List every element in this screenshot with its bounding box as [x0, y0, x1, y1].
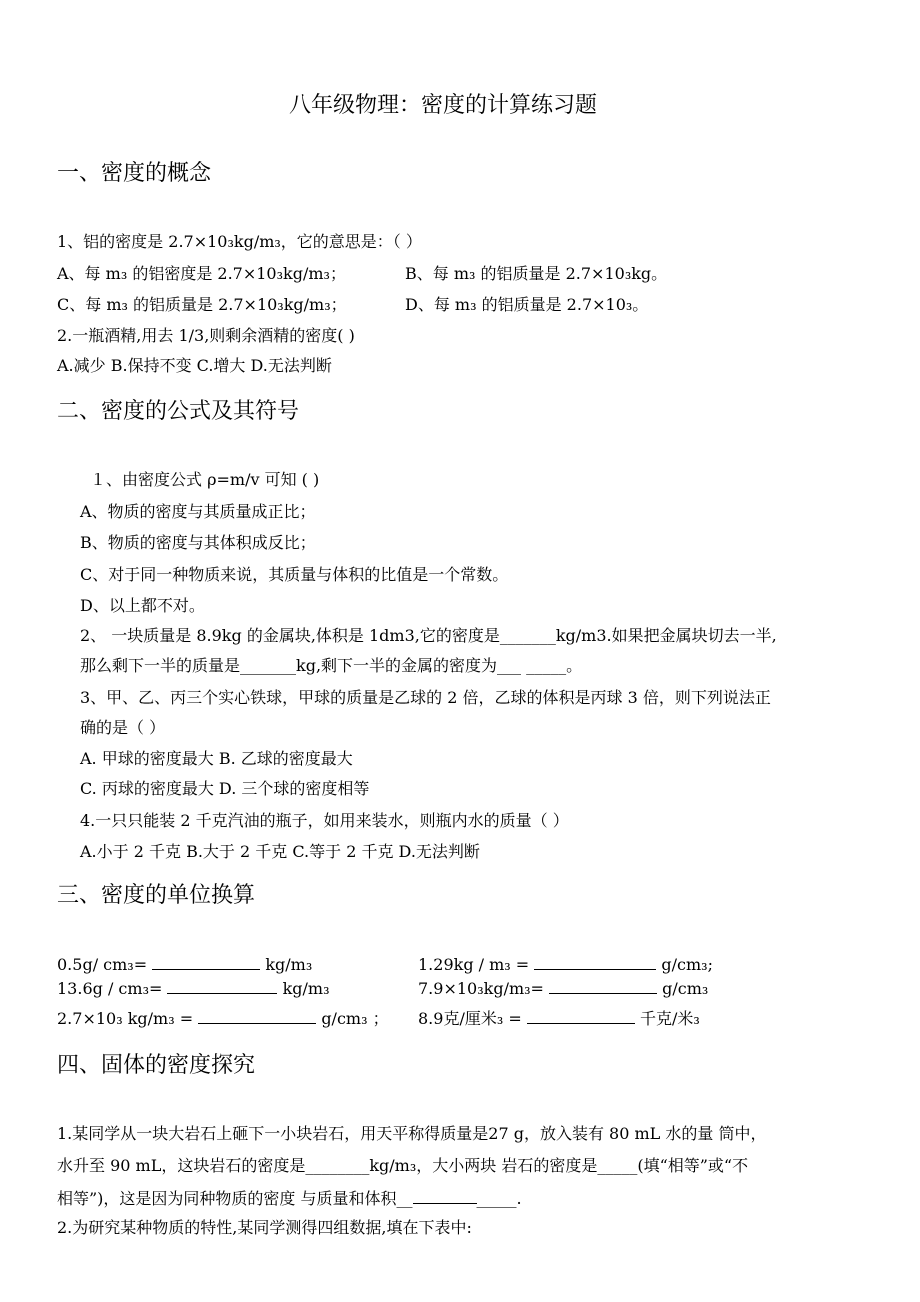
- question-2-4: 4.一只只能装 2 千克汽油的瓶子，如用来装水，则瓶内水的质量（ ）: [80, 811, 569, 830]
- question-4-1-line2: 水升至 90 mL，这块岩石的密度是________kg/m₃，大小两块 岩石的密度是_____(填“相等”或“不: [57, 1156, 749, 1175]
- conversion-3a-blank[interactable]: [198, 1006, 316, 1024]
- options-1-2: A.减少 B.保持不变 C.增大 D.无法判断: [57, 356, 332, 375]
- question-2-3-line2: 确的是（ ）: [80, 718, 166, 737]
- option-1-1-a: A、每 m₃ 的铝密度是 2.7×10₃kg/m₃；: [57, 264, 346, 283]
- option-1-1-c: C、每 m₃ 的铝质量是 2.7×10₃kg/m₃；: [57, 295, 347, 314]
- option-2-1-c: C、对于同一种物质来说，其质量与体积的比值是一个常数。: [80, 565, 509, 584]
- question-4-2: 2.为研究某种物质的特性,某同学测得四组数据,填在下表中:: [57, 1218, 472, 1237]
- option-2-1-d: D、以上都不对。: [80, 596, 205, 615]
- conversion-2a-blank[interactable]: [167, 976, 277, 994]
- question-2-3-line1: 3、甲、乙、丙三个实心铁球，甲球的质量是乙球的 2 倍，乙球的体积是丙球 3 倍，则下列说法正: [80, 688, 771, 707]
- conversion-1b-unit: g/cm₃;: [661, 955, 713, 974]
- options-2-4: A.小于 2 千克 B.大于 2 千克 C.等于 2 千克 D.无法判断: [80, 842, 480, 861]
- option-2-1-b: B、物质的密度与其体积成反比；: [80, 533, 316, 552]
- question-4-1-line1: 1.某同学从一块大岩石上砸下一小块岩石，用天平称得质量是27 g，放入装有 80 mL 水的量 筒中，: [57, 1124, 767, 1143]
- conversion-3b-unit: 千克/米₃: [639, 1009, 700, 1028]
- conversion-2b-prefix: 7.9×10₃kg/m₃=: [418, 979, 544, 998]
- option-2-1-a: A、物质的密度与其质量成正比；: [80, 502, 316, 521]
- conversion-2a-prefix: 13.6g / cm₃=: [57, 979, 163, 998]
- conversion-1b-blank[interactable]: [534, 952, 656, 970]
- section-heading-formula: 二、密度的公式及其符号: [57, 399, 300, 424]
- section-heading-units: 三、密度的单位换算: [57, 883, 256, 908]
- conversion-1a-blank[interactable]: [152, 952, 260, 970]
- conversion-3b-prefix: 8.9克/厘米₃ =: [418, 1009, 522, 1028]
- question-4-1-line3-text: 相等”)，这是因为同种物质的密度 与质量和体积__: [57, 1189, 413, 1208]
- option-1-1-d: D、每 m₃ 的铝质量是 2.7×10₃。: [405, 295, 649, 314]
- conversion-3a-unit: g/cm₃ ；: [321, 1009, 389, 1028]
- options-2-3-ab: A. 甲球的密度最大 B. 乙球的密度最大: [80, 749, 353, 768]
- conversion-1b: [418, 952, 713, 975]
- conversion-2b: [418, 976, 708, 999]
- conversion-1b-prefix: 1.29kg / m₃ =: [418, 955, 530, 974]
- question-2-2-line1: 2、 一块质量是 8.9kg 的金属块,体积是 1dm3,它的密度是_______kg/m3.如果把金属块切去一半,: [80, 626, 777, 645]
- conversion-2b-unit: g/cm₃: [662, 979, 709, 998]
- question-1-1: 1、铝的密度是 2.7×10₃kg/m₃，它的意思是：（ ）: [57, 232, 422, 251]
- conversion-1a: [57, 952, 312, 975]
- question-4-1-line3: [57, 1186, 522, 1209]
- question-2-2-line2: 那么剩下一半的质量是_______kg,剩下一半的金属的密度为___ _____。: [80, 656, 583, 675]
- conversion-1a-prefix: 0.5g/ cm₃=: [57, 955, 148, 974]
- question-4-1-blank[interactable]: [413, 1186, 477, 1204]
- conversion-3a-prefix: 2.7×10₃ kg/m₃ =: [57, 1009, 194, 1028]
- conversion-2a-unit: kg/m₃: [282, 979, 330, 998]
- section-heading-solid-density: 四、固体的密度探究: [57, 1053, 256, 1078]
- section-heading-concept: 一、密度的概念: [57, 161, 212, 186]
- question-1-2: 2.一瓶酒精,用去 1/3,则剩余酒精的密度( ): [57, 326, 355, 345]
- question-4-1-line3-end: _____.: [476, 1189, 522, 1208]
- page-title: 八年级物理：密度的计算练习题: [289, 93, 598, 118]
- conversion-2a: [57, 976, 330, 999]
- options-2-3-cd: C. 丙球的密度最大 D. 三个球的密度相等: [80, 779, 370, 798]
- conversion-3b: [418, 1006, 700, 1029]
- conversion-1a-unit: kg/m₃: [265, 955, 313, 974]
- conversion-3a: [57, 1006, 389, 1029]
- question-2-1: １、由密度公式 ρ=m/v 可知 ( ): [90, 470, 320, 489]
- option-1-1-b: B、每 m₃ 的铝质量是 2.7×10₃kg。: [405, 264, 668, 283]
- conversion-2b-blank[interactable]: [549, 976, 657, 994]
- conversion-3b-blank[interactable]: [527, 1006, 635, 1024]
